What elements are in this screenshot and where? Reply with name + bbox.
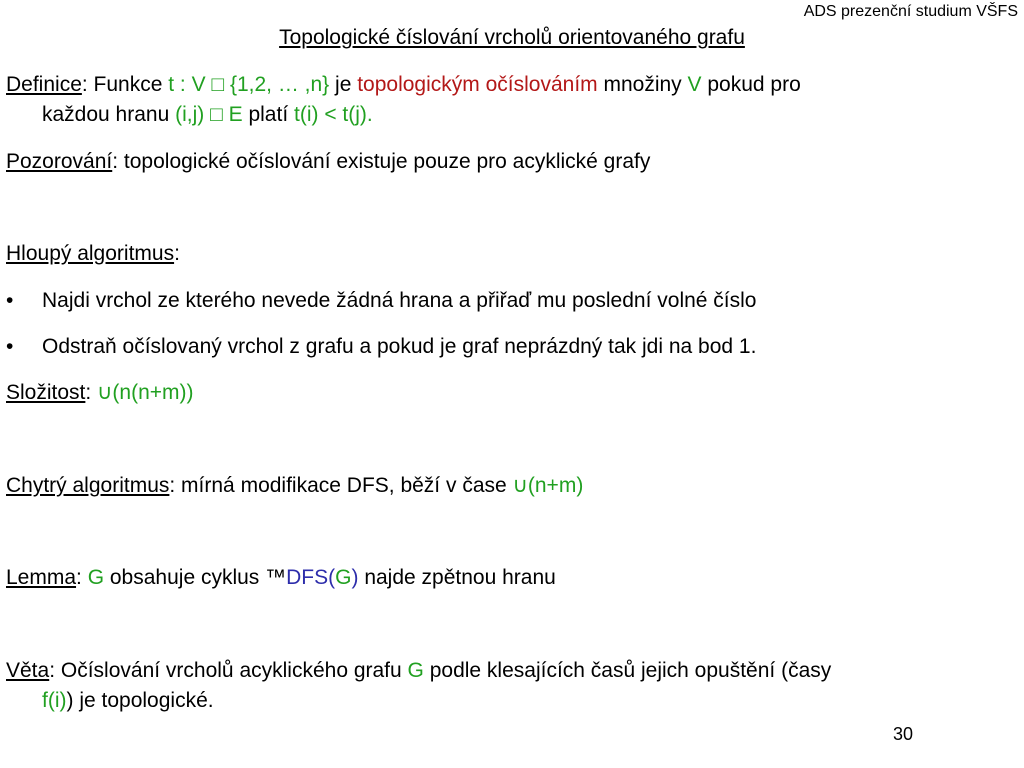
definition-continuation — [6, 100, 1016, 130]
complexity-term: Složitost — [6, 381, 86, 404]
definition-text-4: pokud pro — [701, 73, 801, 96]
theorem-graph-g: G — [407, 659, 424, 682]
definition-colon: : — [81, 73, 88, 96]
theorem-text-3: ) je topologické. — [66, 689, 214, 712]
bullet-icon: • — [6, 335, 14, 358]
definition-text-2: je — [329, 73, 358, 96]
bullet-icon: • — [6, 289, 14, 312]
header-note: ADS prezenční studium VŠFS — [803, 3, 1018, 20]
observation-term: Pozorování — [6, 150, 113, 173]
topological-numbering-term: topologickým očíslováním — [357, 73, 598, 96]
smart-algorithm-term: Chytrý algoritmus — [6, 474, 170, 497]
observation-text: : topologické očíslování existuje pouze pro acyklické grafy — [112, 150, 651, 173]
dfs-call-open: DFS( — [286, 566, 336, 589]
page-number: 30 — [893, 724, 914, 744]
list-item — [6, 332, 1016, 362]
complexity-paragraph — [6, 378, 1016, 408]
lemma-colon: : — [76, 566, 88, 589]
lemma-end: najde zpětnou hranu — [358, 566, 556, 589]
naive-algorithm-term: Hloupý algoritmus — [6, 242, 175, 265]
theorem-text-1: : Očíslování vrcholů acyklického grafu — [49, 659, 408, 682]
step-1-text: Najdi vrchol ze kterého nevede žádná hrana a přiřaď mu poslední volné číslo — [42, 289, 757, 312]
equivalence-symbol: ™ — [265, 566, 287, 589]
function-signature: t : V □ {1,2, … ,n} — [168, 73, 330, 96]
complexity-value: ∪(n(n+m)) — [97, 381, 194, 404]
smart-complexity-value: ∪(n+m) — [512, 474, 584, 497]
dfs-call-close: ) — [351, 566, 359, 589]
definition-text-3: množiny — [597, 73, 688, 96]
lemma-text: obsahuje cyklus — [104, 566, 266, 589]
theorem-continuation — [6, 686, 1016, 716]
smart-algorithm-paragraph — [6, 471, 1016, 501]
dfs-call-argument: G — [335, 566, 352, 589]
lemma-graph-g: G — [87, 566, 105, 589]
lemma-term: Lemma — [6, 566, 77, 589]
observation-paragraph — [6, 147, 1016, 177]
theorem-text-2: podle klesajících časů jejich opuštění (časy — [423, 659, 832, 682]
smart-algorithm-text: : mírná modifikace DFS, běží v čase — [169, 474, 513, 497]
definition-paragraph — [6, 70, 1016, 130]
order-condition: t(i) < t(j). — [294, 103, 373, 126]
definition-text-6: platí — [242, 103, 294, 126]
finish-time-expression: f(i) — [42, 689, 67, 712]
definition-term: Definice — [6, 73, 82, 96]
step-2-text: Odstraň očíslovaný vrchol z grafu a pokud je graf neprázdný tak jdi na bod 1. — [42, 335, 757, 358]
theorem-paragraph — [6, 656, 1016, 716]
naive-algorithm-heading — [6, 239, 1016, 269]
edge-expression: (i,j) □ E — [175, 103, 243, 126]
definition-text-5: každou hranu — [42, 103, 176, 126]
theorem-term: Věta — [6, 659, 50, 682]
slide-title: Topologické číslování vrcholů orientovaného grafu — [279, 26, 745, 49]
definition-text-1: Funkce — [87, 73, 169, 96]
vertex-set-v: V — [687, 73, 702, 96]
naive-algorithm-colon: : — [174, 242, 180, 265]
lemma-paragraph — [6, 563, 1016, 593]
complexity-colon: : — [85, 381, 98, 404]
list-item — [6, 286, 1016, 316]
